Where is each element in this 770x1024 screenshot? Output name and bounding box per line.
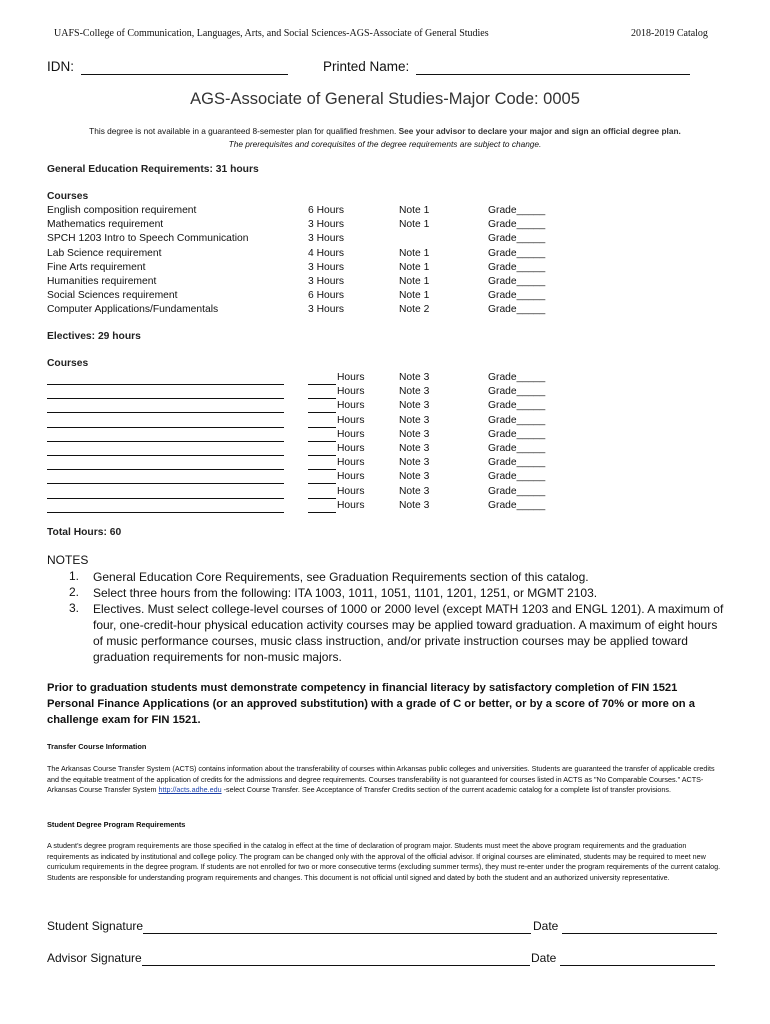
elective-row xyxy=(0,500,770,514)
catalog-year: 2018-2019 Catalog xyxy=(631,28,708,39)
elective-hours: Hours xyxy=(337,485,365,497)
student-date-label: Date xyxy=(533,919,559,933)
elective-course-field[interactable] xyxy=(47,500,284,513)
elective-row xyxy=(0,400,770,414)
elective-row xyxy=(0,372,770,386)
grade-field[interactable]: Grade_____ xyxy=(488,471,546,483)
elective-note: Note 3 xyxy=(399,471,430,483)
course-name: Lab Science requirement xyxy=(47,247,162,259)
elective-hours: Hours xyxy=(337,400,365,412)
grade-field[interactable]: Grade_____ xyxy=(488,233,546,245)
elective-hours-field[interactable] xyxy=(308,457,336,470)
elective-note: Note 3 xyxy=(399,414,430,426)
transfer-heading: Transfer Course Information xyxy=(47,742,147,751)
elective-hours: Hours xyxy=(337,443,365,454)
course-name: SPCH 1203 Intro to Speech Communication xyxy=(47,233,249,245)
elective-course-field[interactable] xyxy=(47,386,284,399)
acts-link[interactable]: http://acts.adhe.edu xyxy=(158,785,222,795)
course-note: Note 1 xyxy=(399,261,430,273)
elective-row xyxy=(0,429,770,443)
printed-name-field[interactable] xyxy=(416,59,690,75)
course-note: Note 1 xyxy=(399,219,430,231)
elective-note: Note 3 xyxy=(399,372,430,383)
course-note: Note 1 xyxy=(399,247,430,259)
elective-row xyxy=(0,457,770,471)
elective-hours: Hours xyxy=(337,372,365,383)
idn-label: IDN: xyxy=(47,59,74,74)
printed-name-line xyxy=(323,59,690,75)
elective-note: Note 3 xyxy=(399,457,430,469)
grade-field[interactable]: Grade_____ xyxy=(488,247,546,259)
advisor-signature-label: Advisor Signature xyxy=(47,951,142,965)
grade-field[interactable]: Grade_____ xyxy=(488,400,546,412)
elective-row xyxy=(0,486,770,500)
intro-notice: This degree is not available in a guaranteed 8-semester plan for qualified freshmen. xyxy=(89,126,399,136)
note-text: Electives. Must select college-level courses of 1000 or 2000 level (except MATH 1203 and ENGL 1201). A maximum of four, one-credit-hour physical education activity courses may be applied toward graduation. A maximum of eight hours of music performance courses, music class instruction, and/or private instruction courses may be applied toward graduation requirements for non-music majors. xyxy=(93,602,724,664)
course-note: Note 2 xyxy=(399,304,430,316)
elective-note: Note 3 xyxy=(399,443,430,454)
page-title: AGS-Associate of General Studies-Major Code: 0005 xyxy=(190,90,580,108)
elective-hours: Hours xyxy=(337,499,365,511)
course-hours: 3 Hours xyxy=(308,276,345,287)
note-text: Select three hours from the following: ITA 1003, 1011, 1051, 1101, 1201, 1251, or MGMT 2103. xyxy=(93,586,598,600)
elective-course-field[interactable] xyxy=(47,415,284,428)
electives-courses-label: Courses xyxy=(47,358,89,369)
gen-ed-row xyxy=(0,248,770,262)
course-hours: 6 Hours xyxy=(308,205,345,216)
course-note: Note 1 xyxy=(399,290,430,302)
course-name: Fine Arts requirement xyxy=(47,261,146,273)
elective-hours: Hours xyxy=(337,428,365,440)
elective-course-field[interactable] xyxy=(47,372,284,385)
grade-field[interactable]: Grade_____ xyxy=(488,261,546,273)
course-name: Mathematics requirement xyxy=(47,219,164,231)
elective-note: Note 3 xyxy=(399,499,430,511)
course-hours: 3 Hours xyxy=(308,233,345,245)
elective-hours: Hours xyxy=(337,414,365,426)
course-name: Humanities requirement xyxy=(47,276,157,287)
elective-note: Note 3 xyxy=(399,485,430,497)
elective-course-field[interactable] xyxy=(47,429,284,442)
advisor-date-field[interactable] xyxy=(560,951,715,966)
grade-field[interactable]: Grade_____ xyxy=(488,205,546,216)
idn-field[interactable] xyxy=(81,59,288,75)
advisor-date-line xyxy=(531,951,715,966)
electives-heading: Electives: 29 hours xyxy=(47,331,141,342)
advisor-date-label: Date xyxy=(531,951,557,965)
course-name: Social Sciences requirement xyxy=(47,290,178,302)
transfer-paragraph xyxy=(47,764,727,796)
elective-hours-field[interactable] xyxy=(308,500,336,513)
grade-field[interactable]: Grade_____ xyxy=(488,499,546,511)
transfer-text-a: The Arkansas Course Transfer System (ACTS) contains information about the transferability of courses within Arkansas public colleges and universities. Students are guaranteed the transfer of applicable credits and the equitable treatment of the application of credits for the admissions and degree requirements. Courses transferability is not guaranteed for courses listed in ACTS as "No Comparable Courses." ACTS-Arkansas Course Transfer System xyxy=(47,764,715,795)
grade-field[interactable]: Grade_____ xyxy=(488,457,546,469)
grade-field[interactable]: Grade_____ xyxy=(488,414,546,426)
catalog-header: UAFS-College of Communication, Languages, Arts, and Social Sciences-AGS-Associate of General Studies xyxy=(54,28,489,39)
elective-note: Note 3 xyxy=(399,400,430,412)
grade-field[interactable]: Grade_____ xyxy=(488,386,546,398)
note-number: 1. xyxy=(69,569,80,583)
student-signature-label: Student Signature xyxy=(47,919,144,933)
course-name: English composition requirement xyxy=(47,205,197,216)
notes-heading: NOTES xyxy=(47,553,89,567)
printed-name-label: Printed Name: xyxy=(323,59,410,74)
elective-course-field[interactable] xyxy=(47,471,284,484)
gen-ed-courses-label: Courses xyxy=(47,191,89,202)
gen-ed-row xyxy=(0,219,770,233)
intro-line-1 xyxy=(0,126,770,136)
student-signature-field[interactable] xyxy=(143,919,531,934)
elective-row xyxy=(0,415,770,429)
gen-ed-row xyxy=(0,205,770,219)
elective-hours: Hours xyxy=(337,457,365,469)
grade-field[interactable]: Grade_____ xyxy=(488,443,546,454)
course-note: Note 1 xyxy=(399,276,430,287)
gen-ed-row xyxy=(0,290,770,304)
elective-hours-field[interactable] xyxy=(308,386,336,399)
grade-field[interactable]: Grade_____ xyxy=(488,219,546,231)
grade-field[interactable]: Grade_____ xyxy=(488,304,546,316)
transfer-text-b: -select Course Transfer. See Acceptance of Transfer Credits section of the current academic catalog for a complete list of transfer provisions. xyxy=(221,785,672,795)
gen-ed-heading: General Education Requirements: 31 hours xyxy=(47,164,259,175)
total-hours: Total Hours: 60 xyxy=(47,527,122,538)
elective-hours-field[interactable] xyxy=(308,400,336,413)
course-hours: 3 Hours xyxy=(308,304,345,316)
grade-field[interactable]: Grade_____ xyxy=(488,276,546,287)
elective-row xyxy=(0,386,770,400)
elective-hours-field[interactable] xyxy=(308,443,336,456)
course-hours: 3 Hours xyxy=(308,219,345,231)
idn-line xyxy=(47,59,288,75)
elective-hours-field[interactable] xyxy=(308,429,336,442)
note-text: General Education Core Requirements, see Graduation Requirements section of this catalog. xyxy=(93,570,589,584)
elective-note: Note 3 xyxy=(399,386,430,398)
gen-ed-row xyxy=(0,304,770,318)
grade-field[interactable]: Grade_____ xyxy=(488,290,546,302)
intro-advice: See your advisor to declare your major and sign an official degree plan. xyxy=(398,126,681,136)
note-number: 3. xyxy=(69,601,80,615)
student-date-field[interactable] xyxy=(562,919,717,934)
elective-row xyxy=(0,443,770,457)
intro-line-2: The prerequisites and corequisites of the degree requirements are subject to change. xyxy=(228,139,542,149)
student-date-line xyxy=(533,919,717,934)
student-req-heading: Student Degree Program Requirements xyxy=(47,820,186,829)
grade-field[interactable]: Grade_____ xyxy=(488,372,546,383)
elective-hours-field[interactable] xyxy=(308,471,336,484)
elective-hours-field[interactable] xyxy=(308,486,336,499)
student-req-paragraph: A student’s degree program requirements are those specified in the catalog in effect at the time of declaration of program major. Students must meet the above program requirements and the graduation requirements as indicated by institutional and college policy. The program can be changed only with the approval of the official advisor. If original courses are eliminated, students may be required to meet new curriculum requirements in the degree program. If students are not enrolled for two or more consecutive terms (excluding summer terms), they must re-enter under the program requirements of the current catalog. Students are responsible for understanding program requirements and changes. This document is not official until signed and dated by both the student and an authorized university representative. xyxy=(47,841,721,882)
elective-hours: Hours xyxy=(337,471,365,483)
student-signature-line xyxy=(47,919,531,934)
elective-hours-field[interactable] xyxy=(308,415,336,428)
financial-literacy-requirement: Prior to graduation students must demonstrate competency in financial literacy by satisfactory completion of FIN 1521 Personal Finance Applications (or an approved substitution) with a grade of C or better, or by a score of 70% or more on a challenge exam for FIN 1521. xyxy=(47,682,695,726)
course-name: Computer Applications/Fundamentals xyxy=(47,304,219,316)
grade-field[interactable]: Grade_____ xyxy=(488,485,546,497)
elective-course-field[interactable] xyxy=(47,443,284,456)
gen-ed-row xyxy=(0,262,770,276)
elective-hours-field[interactable] xyxy=(308,372,336,385)
elective-note: Note 3 xyxy=(399,428,430,440)
gen-ed-row xyxy=(0,276,770,290)
advisor-signature-field[interactable] xyxy=(142,951,530,966)
note-number: 2. xyxy=(69,585,80,599)
elective-hours: Hours xyxy=(337,386,365,398)
elective-course-field[interactable] xyxy=(47,457,284,470)
elective-course-field[interactable] xyxy=(47,486,284,499)
course-hours: 4 Hours xyxy=(308,247,345,259)
course-hours: 3 Hours xyxy=(308,261,345,273)
course-hours: 6 Hours xyxy=(308,290,345,302)
elective-row xyxy=(0,471,770,485)
grade-field[interactable]: Grade_____ xyxy=(488,428,546,440)
course-note: Note 1 xyxy=(399,205,430,216)
elective-course-field[interactable] xyxy=(47,400,284,413)
gen-ed-row xyxy=(0,233,770,247)
advisor-signature-line xyxy=(47,951,530,966)
